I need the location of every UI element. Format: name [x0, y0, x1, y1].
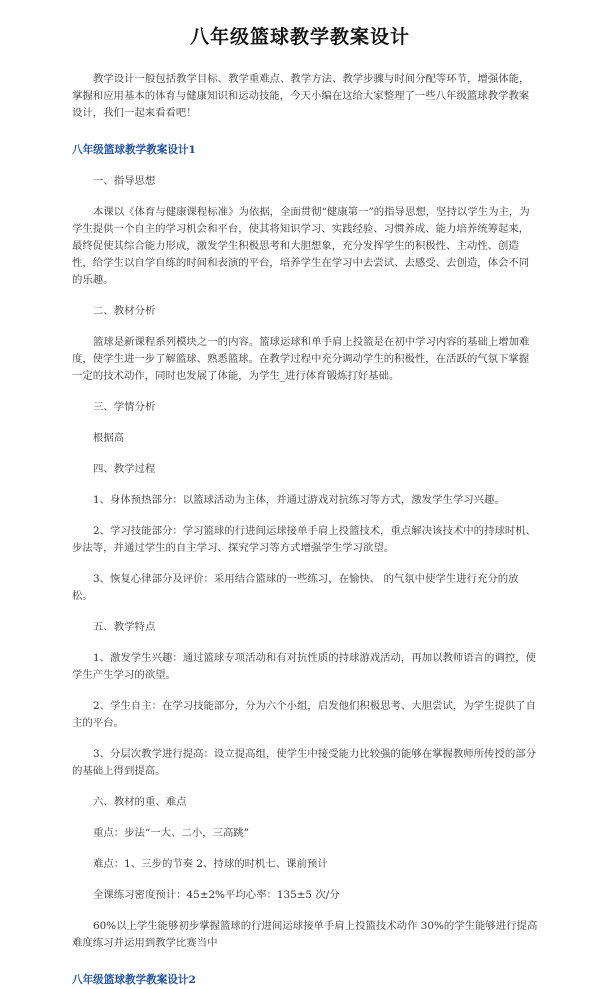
paragraph-density: 全课练习密度预计：45±2%平均心率：135±5 次/分: [93, 889, 340, 901]
paragraph-process-3: 3、恢复心律部分及评价：采用结合篮球的一些练习，在愉快、 的气氛中使学生进行充分的放松。: [72, 573, 519, 602]
paragraph-material-analysis: 篮球是新课程系列模块之一的内容。篮球运球和单手肩上投篮是在初中学习内容的基础上增加难度，使学生进一步了解篮球、熟悉篮球。在教学过程中充分调动学生的积极性，在活跃的气氛下掌握一定的技术动作，同时也发展了体能，为学生_进行体育锻炼打好基础。: [72, 336, 530, 382]
paragraph-expectation: 60%以上学生能够初步掌握篮球的行进间运球接单手肩上投篮技术动作 30%的学生能够进行提高难度练习并运用到教学比赛当中: [72, 920, 538, 949]
paragraph-process-2: 2、学习技能部分：学习篮球的行进间运球接单手肩上投篮技术，重点解决该技术中的持球时机、步法等，并通过学生的自主学习、探究学习等方式增强学生学习欲望。: [72, 525, 537, 554]
paragraph-feature-1: 1、激发学生兴趣：通过篮球专项活动和有对抗性质的持球游戏活动，再加以教师语言的调控，使学生产生学习的欲望。: [72, 652, 537, 681]
paragraph-feature-3: 3、分层次教学进行提高：设立提高组，使学生中接受能力比较强的能够在掌握教师所传授的部分的基础上得到提高。: [72, 748, 537, 777]
section-title-design-1: 八年级篮球教学教案设计1: [72, 144, 196, 156]
paragraph-guiding-thought: 本课以《体育与健康课程标准》为依据，全面贯彻“健康第一”的指导思想，坚持以学生为主，为学生提供一个自主的学习机会和平台，使其将知识学习、实践经验、习惯养成、能力培养统筹起来，最终促使其综合能力形成，激发学生积极思考和大胆想象，充分发挥学生的积极性、主动性、创造性，给学生以自学自练的时间和表演的平台，培养学生在学习中去尝试、去感受、去创造，体会不同的乐趣。: [72, 206, 530, 286]
page-title: 八年级篮球教学教案设计: [189, 26, 410, 48]
paragraph-process-1: 1、身体预热部分：以篮球活动为主体，并通过游戏对抗练习等方式，激发学生学习兴趣。: [93, 494, 505, 506]
heading-teaching-features: 五、教学特点: [93, 621, 156, 633]
heading-guiding-thought: 一、指导思想: [93, 175, 156, 187]
paragraph-feature-2: 2、学生自主：在学习技能部分，分为六个小组，启发他们积极思考、大胆尝试，为学生提供了自主的平台。: [72, 700, 537, 729]
heading-material-analysis: 二、教材分析: [93, 305, 156, 317]
heading-key-points: 六、教材的重、难点: [93, 796, 187, 808]
heading-student-analysis: 三、学情分析: [93, 401, 156, 413]
section-title-design-2: 八年级篮球教学教案设计2: [72, 974, 196, 986]
heading-teaching-process: 四、教学过程: [93, 463, 156, 475]
intro-paragraph: 教学设计一般包括教学目标、教学重难点、教学方法、教学步骤与时间分配等环节，增强体能，掌握和应用基本的体育与健康知识和运动技能，今天小编在这给大家整理了一些八年级篮球教学教案设计，我们一起来看看吧！: [72, 73, 530, 119]
paragraph-student-analysis: 根据高: [93, 432, 125, 444]
paragraph-key-point: 重点：步法“一大、二小，三高跳”: [93, 827, 250, 839]
paragraph-difficulty: 难点：1、三步的节奏 2、持球的时机七、课前预计: [93, 858, 328, 870]
